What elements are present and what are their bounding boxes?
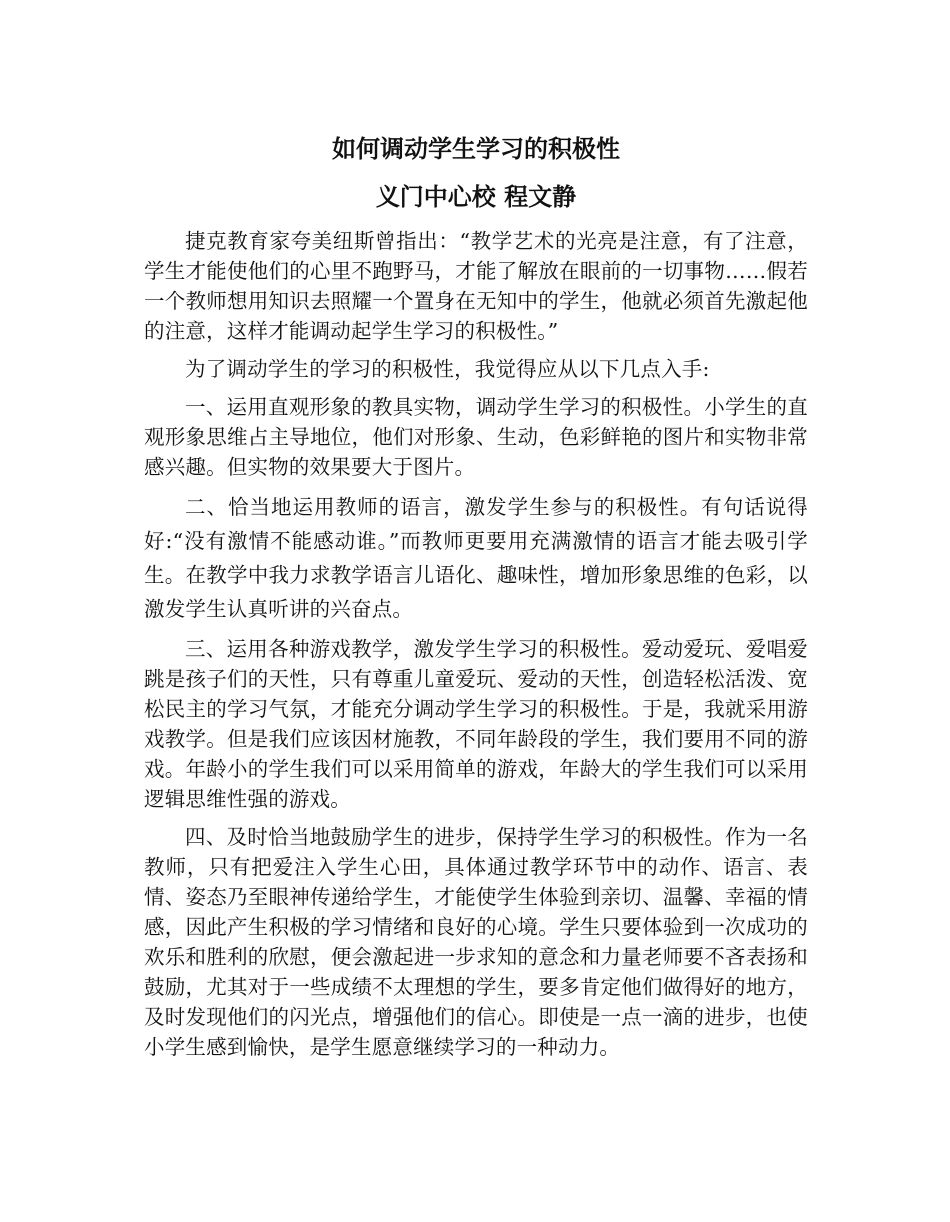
document-author: 义门中心校 程文静 bbox=[375, 182, 577, 211]
paragraph-point-four: 四、及时恰当地鼓励学生的进步，保持学生学习的积极性。作为一名教师，只有把爱注入学生心田，具体通过教学环节中的动作、语言、表情、姿态乃至眼神传递给学生，才能使学生体验到亲切、温馨、幸福的情感，因此产生积极的学习情绪和良好的心境。学生只要体验到一次成功的欢乐和胜利的欣慰，便会激起进一步求知的意念和力量老师要不吝表扬和鼓励，尤其对于一些成绩不太理想的学生，要多肯定他们做得好的地方，及时发现他们的闪光点，增强他们的信心。即使是一点一滴的进步，也使小学生感到愉快，是学生愿意继续学习的一种动力。 bbox=[144, 825, 808, 1059]
paragraph-point-one: 一、运用直观形象的教具实物，调动学生学习的积极性。小学生的直观形象思维占主导地位，他们对形象、生动，色彩鲜艳的图片和实物非常感兴趣。但实物的效果要大于图片。 bbox=[144, 395, 808, 479]
paragraph-intro-quote: 捷克教育家夸美纽斯曾指出：“教学艺术的光亮是注意，有了注意，学生才能使他们的心里不跑野马，才能了解放在眼前的一切事物……假若一个教师想用知识去照耀一个置身在无知中的学生，他就必须首先激起他的注意，这样才能调动起学生学习的积极性。” bbox=[144, 229, 808, 343]
document-body bbox=[144, 132, 808, 1070]
paragraph-point-two: 二、恰当地运用教师的语言，激发学生参与的积极性。有句话说得好:“没有激情不能感动谁。”而教师更要用充满激情的语言才能去吸引学生。在教学中我力求教学语言儿语化、趣味性，增加形象思维的色彩，以激发学生认真听讲的兴奋点。 bbox=[144, 495, 808, 621]
paragraph-point-three: 三、运用各种游戏教学，激发学生学习的积极性。爱动爱玩、爱唱爱跳是孩子们的天性，只有尊重儿童爱玩、爱动的天性，创造轻松活泼、宽松民主的学习气氛，才能充分调动学生学习的积极性。于是，我就采用游戏教学。但是我们应该因材施教，不同年龄段的学生，我们要用不同的游戏。年龄小的学生我们可以采用简单的游戏，年龄大的学生我们可以采用逻辑思维性强的游戏。 bbox=[144, 637, 808, 811]
paragraph-lead-in: 为了调动学生的学习的积极性，我觉得应从以下几点入手: bbox=[185, 357, 710, 381]
document-title: 如何调动学生学习的积极性 bbox=[332, 134, 620, 163]
